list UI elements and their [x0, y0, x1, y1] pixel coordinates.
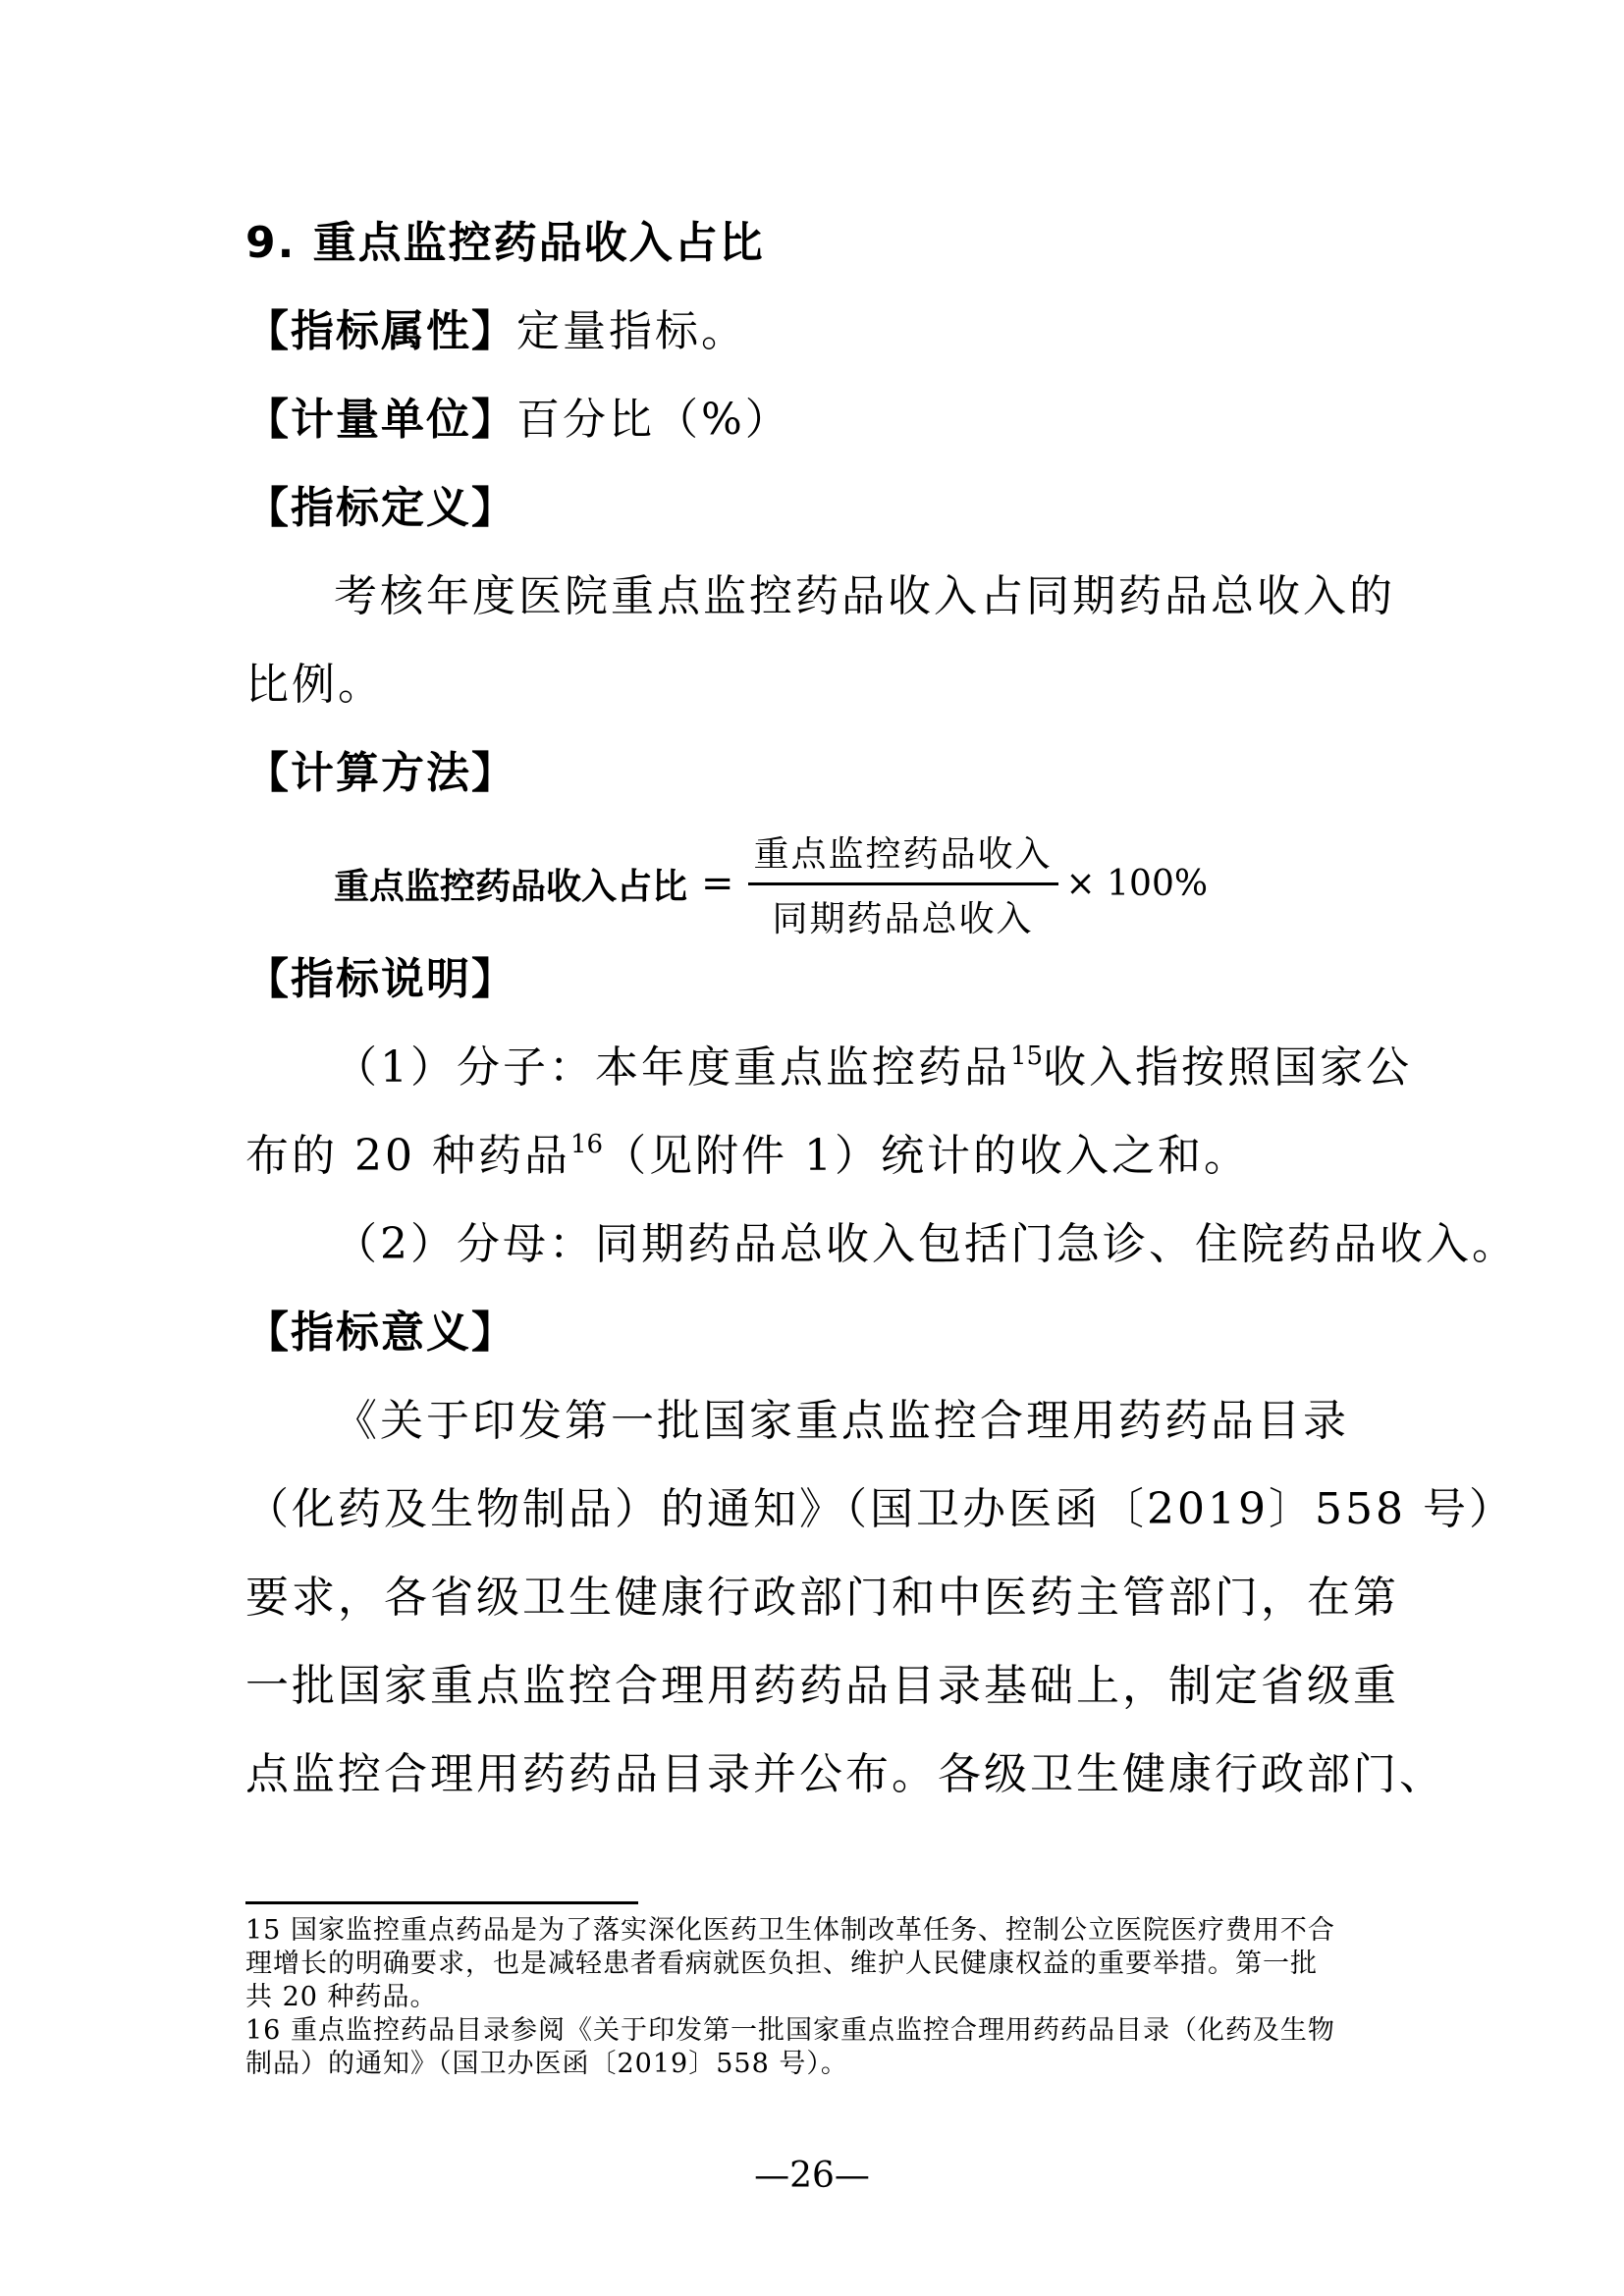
- calculation-formula: [334, 825, 1208, 942]
- unit-value: 百分比（%）: [516, 395, 791, 445]
- explanation-item-2: （2）分母：同期药品总收入包括门急诊、住院药品收入。: [334, 1219, 1518, 1269]
- formula-lhs: 重点监控药品收入占比: [334, 866, 688, 907]
- significance-line-2: （化药及生物制品）的通知》（国卫办医函〔2019〕558 号）: [245, 1484, 1515, 1534]
- unit-row: [245, 391, 1424, 450]
- definition-line-2: 比例。: [245, 660, 384, 710]
- formula-denominator: 同期药品总收入: [772, 898, 1034, 939]
- footnote-ref-15: 15: [1010, 1041, 1044, 1071]
- explanation-item-1-line-2: [245, 1127, 1424, 1186]
- footnote-line-4: 16 重点监控药品目录参阅《关于印发第一批国家重点监控合理用药药品目录（化药及生物: [245, 2015, 1335, 2046]
- explanation-item-1-text-b: 收入指按照国家公: [1043, 1042, 1413, 1093]
- formula-equals: =: [701, 861, 734, 906]
- attribute-value: 定量指标。: [516, 306, 747, 356]
- section-heading: 9. 重点监控药品收入占比: [245, 218, 765, 268]
- unit-label: 【计量单位】: [245, 395, 516, 445]
- formula-numerator: 重点监控药品收入: [748, 827, 1058, 885]
- attribute-row: [245, 302, 1424, 361]
- significance-line-5: 点监控合理用药药品目录并公布。各级卫生健康行政部门、: [245, 1749, 1445, 1799]
- formula-fraction: [748, 827, 1058, 941]
- explanation-item-1-text-d: （见附件 1）统计的收入之和。: [603, 1131, 1251, 1181]
- significance-label: 【指标意义】: [245, 1308, 516, 1358]
- attribute-label: 【指标属性】: [245, 306, 516, 356]
- page-number: —26—: [754, 2156, 870, 2196]
- explanation-label: 【指标说明】: [245, 954, 516, 1004]
- footnote-line-1: 15 国家监控重点药品是为了落实深化医药卫生体制改革任务、控制公立医院医疗费用不合: [245, 1915, 1335, 1946]
- footnote-line-3: 共 20 种药品。: [245, 1982, 438, 2012]
- footnote-ref-16: 16: [569, 1130, 604, 1159]
- explanation-item-1-line-1: [334, 1039, 1512, 1097]
- footnote-line-2: 理增长的明确要求，也是减轻患者看病就医负担、维护人民健康权益的重要举措。第一批: [245, 1949, 1318, 1979]
- calculation-label: 【计算方法】: [245, 748, 516, 798]
- formula-rhs: × 100%: [1065, 863, 1209, 904]
- footnote-divider: [245, 1901, 638, 1904]
- significance-line-3: 要求，各省级卫生健康行政部门和中医药主管部门，在第: [245, 1573, 1399, 1623]
- definition-line-1: 考核年度医院重点监控药品收入占同期药品总收入的: [334, 571, 1395, 621]
- footnote-line-5: 制品）的通知》（国卫办医函〔2019〕558 号）。: [245, 2049, 848, 2079]
- significance-line-1: 《关于印发第一批国家重点监控合理用药药品目录: [334, 1396, 1349, 1446]
- explanation-item-1-text-c: 布的 20 种药品: [245, 1131, 570, 1181]
- significance-line-4: 一批国家重点监控合理用药药品目录基础上，制定省级重: [245, 1661, 1399, 1711]
- explanation-item-1-text-a: （1）分子：本年度重点监控药品: [334, 1042, 1010, 1093]
- definition-label: 【指标定义】: [245, 483, 516, 533]
